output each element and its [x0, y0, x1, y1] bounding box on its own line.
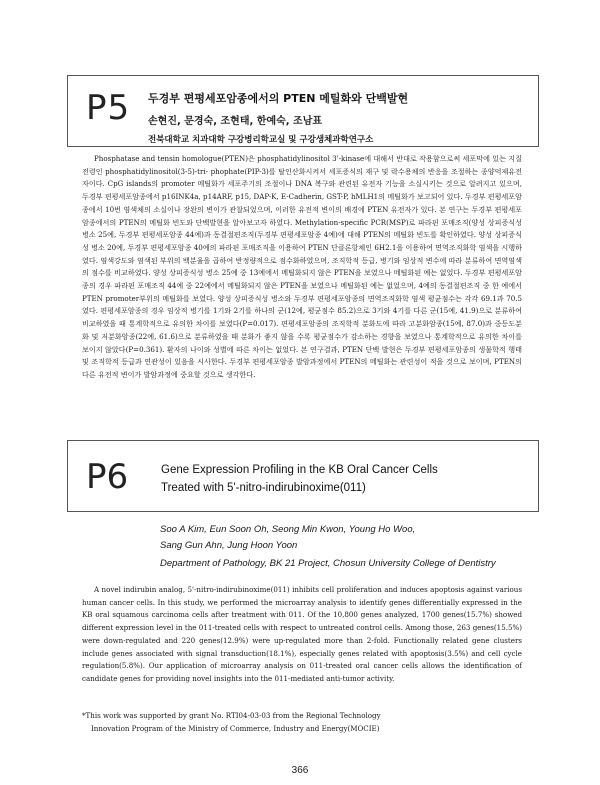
page-number: 366	[291, 765, 309, 776]
p6-abstract: A novel indirubin analog, 5'-nitro-indirubinoxime(011) inhibits cell proliferation and induces apoptosis against various human cancer cells. In this study, we performed the microarray analysis to identify genes differentially expressed in the KB oral squamous carcinoma cells after treatment with 011. Of the 10,800 genes analyzed, 1700 genes(15.7%) showed different expression level in the 011-treated cells with respect to untreated control cells. Among those, 263 genes(15.5%) were down-regulated and 220 genes(12.9%) were up-regulated more than 2-fold. Functionally related gene clusters include genes associated with signal transduction(18.1%), especially genes related with apoptosis(3.5%) and cell cycle regulation(5.8%). Our application of microarray analysis on 011-treated oral cancer cells allows the identification of candidate genes for providing novel insights into the 011-mediated anti-tumor activity.	[82, 585, 522, 683]
p6-authors-line2: Sang Gun Ahn, Jung Hoon Yoon	[160, 540, 298, 551]
p6-footnote	[82, 710, 502, 735]
p6-title	[161, 461, 438, 497]
p6-footnote-line1: *This work was supported by grant No. RTI04-03-03 from the Regional Technology	[82, 711, 381, 720]
p6-title-line2: Treated with 5'-nitro-indirubinoxime(011)	[161, 482, 366, 494]
p6-authors	[160, 522, 415, 554]
p5-abstract: Phosphatase and tensin homologue(PTEN)은 phosphatidylinositol 3'-kinase에 대해서 반대로 작용함으로써 세포막에 있는 지질 전령인 phosphatidylinositol(3-5)-tri- phophate(PIP-3)를 탈인산화시켜서 세포증식의 재구 및 락수용체의 반응을 조절하는 종양억제유전자이다. CpG islands의 promoter 메틸화가 세포주기의 조절이나 DNA 복구와 관련된 유전자 기능을 소실시키는 것으로 알려지고 있으며, 두경부 편평세포암종에서 p16INK4a, p14ARF, p15, DAP-K, E-Cadherin, GST-P, hMLH1의 메틸화가 보고되어 있다. 두경부 편평세포암종에서 10번 염색체의 소실이나 장완의 변이가 관찰되었으며, 이러한 유전적 변이의 배경에 PTEN 유전자가 있다. 본 연구는 두경부 편평세포암종에서의 PTEN의 메틸화 빈도와 단백발현을 알아보고자 하였다. Methylation-specific PCR(MSP)로 파라핀 포매조직(양성 상피증식성 병소 25예, 두경부 편평세포암종 44예)과 동결절편조직(두경부 편평세포암종 4예)에 대해 PTEN의 메틸화 빈도를 확인하였다. 양성 상피증식성 병소 20예, 두경부 편평세포암종 40예의 파라핀 포매조직을 이용하여 PTEN 단클론항체인 6H2.1을 이용하여 면역조직화학 염색을 시행하였다. 염색강도와 염색된 부위의 백분율을 곱하여 반정량적으로 점수화하였으며, 조직학적 등급, 병기와 임상적 변수에 따라 분류하여 면역염색의 점수를 비교하였다. 양성 상피증식성 병소 25예 중 13예에서 메틸화되지 않은 PTEN을 보였으나 메틸화된 예는 없었다. 두경부 편평세포암종의 경우 파라핀 포매조직 44예 중 22예에서 메틸화되지 않은 PTEN을 보였으나 메틸화된 예는 없었으며, 4예의 동결절편조직 중 한 예에서 PTEN promoter부위의 메틸화를 보였다. 양성 상피증식성 병소와 두경부 편평세포암종의 면역조직화학 염색 평균점수는 각각 69.1과 70.5였다. 편평세포암종의 경우 임상적 병기를 1기와 2기를 하나의 군(12예, 평균점수 85.2)으로 3기와 4기를 다른 군(15예, 41.9)으로 분류하여 비교하였을 때 통계학적으로 유의한 차이를 보였다(P=0.017). 편평세포암종의 조직학적 분화도에 따라 고분화암종(15예, 87.0)과 중등도분화 및 저분화암종(22예, 61.6)으로 분류하였을 때 분화가 좋지 않을 수록 평균점수가 감소하는 경향을 보였으나 통계학적으로 유의한 차이를 보이지 않았다(P=0.361). 환자의 나이와 성별에 따른 차이는 없었다. 본 연구결과, PTEN 단백 발현은 두경부 편평세포암종의 생물학적 행태 및 조직학적 등급과 연관성이 있음을 시사한다. 두경부 편평세포암종 발암과정에서 PTEN의 메틸화는 관련성이 적을 것으로 보이며, PTEN의 다른 유전적 변이가 발암과정에 중요할 것으로 생각한다.	[82, 154, 522, 379]
p6-number: P6	[86, 457, 129, 497]
p6-footnote-line2: Innovation Program of the Ministry of Commerce, Industry and Energy(MOCIE)	[91, 723, 380, 733]
p5-title: 두경부 편평세포암종에서의 PTEN 메틸화와 단백발현	[148, 92, 409, 105]
p6-affiliation: Department of Pathology, BK 21 Project, Chosun University College of Dentistry	[160, 558, 496, 569]
p6-title-line1: Gene Expression Profiling in the KB Oral Cancer Cells	[161, 464, 438, 476]
p6-authors-line1: Soo A Kim, Eun Soon Oh, Seong Min Kwon, Young Ho Woo,	[160, 524, 416, 535]
p5-header-box	[67, 75, 539, 147]
p6-header-box	[67, 440, 539, 512]
p5-affiliation: 전북대학교 치과대학 구강병리학교실 및 구강생체과학연구소	[148, 135, 374, 145]
p5-number: P5	[86, 88, 131, 128]
p5-authors: 손현진, 문경숙, 조현태, 한예숙, 조남표	[148, 116, 323, 127]
